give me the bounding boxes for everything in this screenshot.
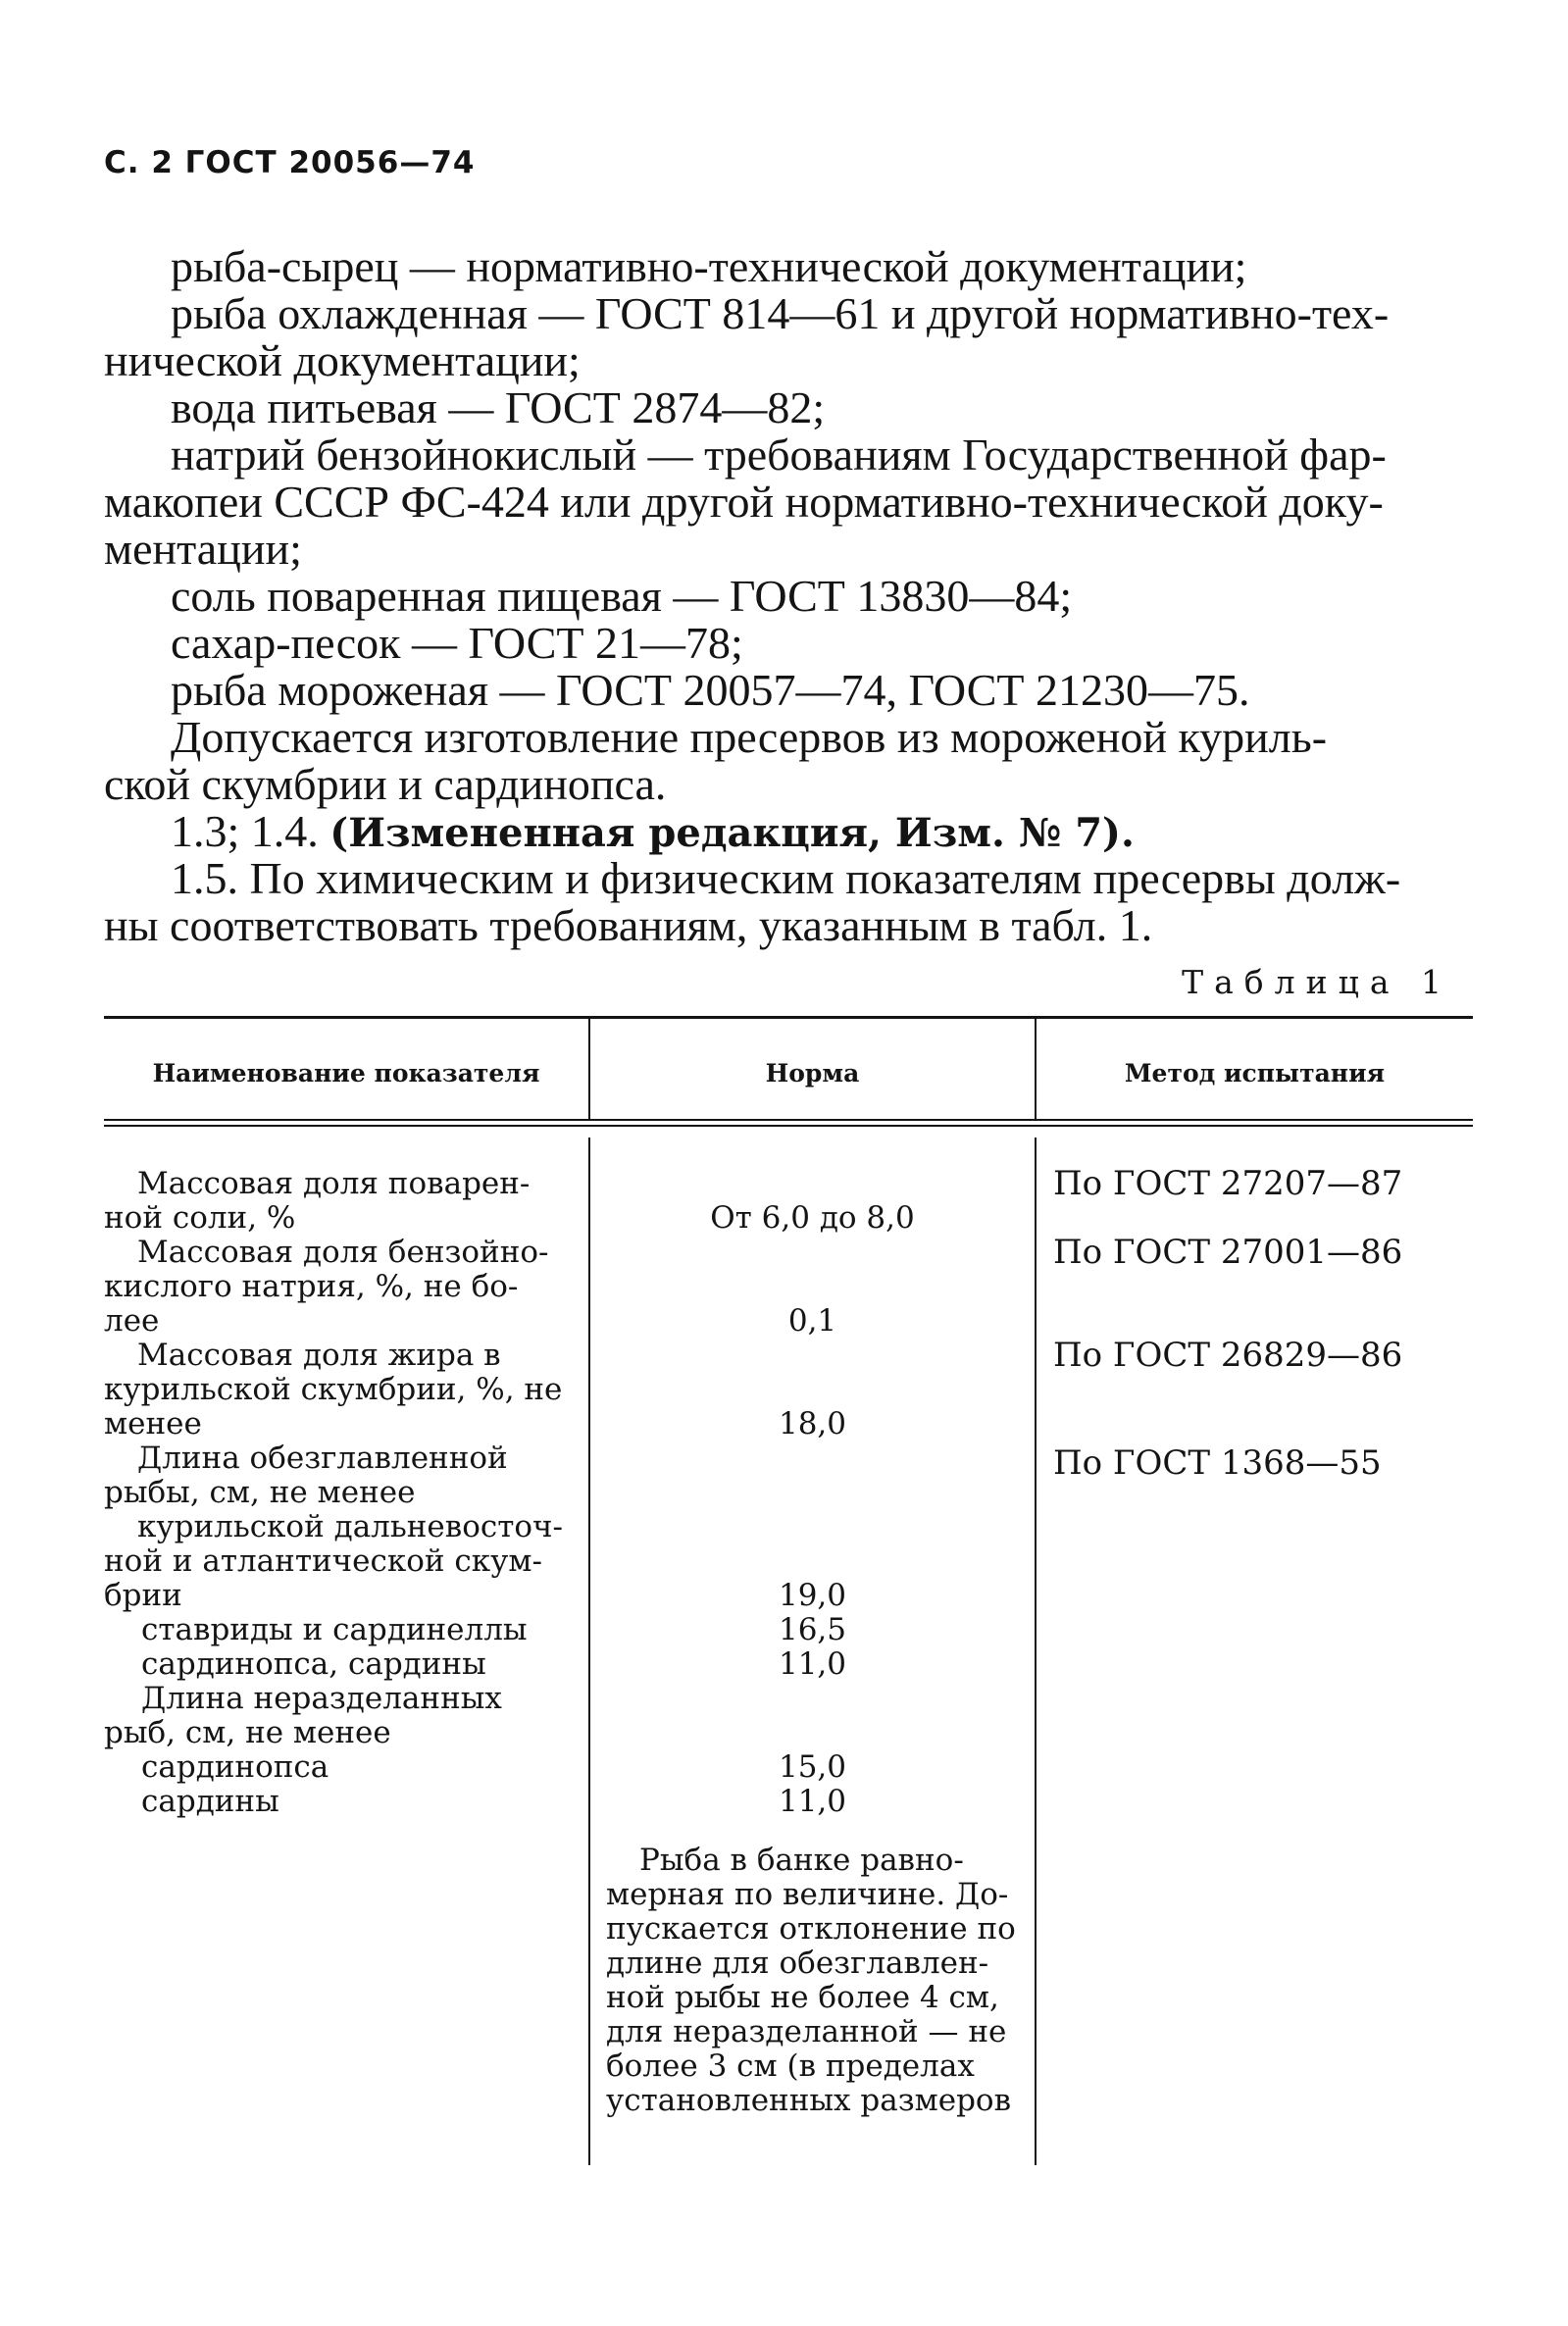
indicator-line: Длина обезглавленной [137, 1441, 508, 1476]
norm-note-line: ной рыбы не более 4 см, [606, 1980, 999, 2015]
table-top-rule [104, 1016, 1473, 1019]
method-value: По ГОСТ 27001—86 [1053, 1233, 1403, 1272]
norm-note-line: установленных размеров [606, 2083, 1012, 2118]
paragraph-line: рыба-сырец — нормативно-технической документации; [171, 241, 1247, 291]
indicator-line: кислого натрия, %, не бо- [104, 1269, 519, 1304]
indicator-line: ной соли, % [104, 1200, 296, 1236]
norm-note-line: для неразделанной — не [606, 2014, 1007, 2049]
indicator-line: Массовая доля поварен- [137, 1166, 531, 1201]
indicator-line: менее [104, 1406, 202, 1441]
indicator-line: сардины [141, 1784, 279, 1819]
indicator-line: рыбы, см, не менее [104, 1475, 416, 1510]
norm-value: 11,0 [778, 1784, 847, 1819]
indicator-line: Массовая доля жира в [137, 1338, 501, 1373]
norm-value: 18,0 [778, 1406, 847, 1441]
indicator-line: брии [104, 1578, 182, 1613]
norm-value: 19,0 [778, 1578, 847, 1613]
indicator-line: ставриды и сардинеллы [141, 1612, 528, 1647]
page-header: С. 2 ГОСТ 20056—74 [104, 145, 476, 180]
paragraph-line: ской скумбрии и сардинопса. [104, 759, 667, 809]
method-value: По ГОСТ 26829—86 [1053, 1336, 1403, 1375]
method-value: По ГОСТ 1368—55 [1053, 1443, 1382, 1483]
paragraph-line: ментации; [104, 524, 302, 574]
norm-note-line: пускается отклонение по [606, 1911, 1016, 1947]
norm-value: От 6,0 до 8,0 [710, 1200, 915, 1236]
norm-note-line: Рыба в банке равно- [639, 1843, 964, 1878]
norm-value: 15,0 [778, 1749, 847, 1785]
paragraph-line: рыба охлажденная — ГОСТ 814—61 и другой нормативно-тех- [171, 288, 1390, 338]
indicator-line: ной и атлантической скум- [104, 1543, 542, 1579]
paragraph-line: рыба мороженая — ГОСТ 20057—74, ГОСТ 21230—75. [171, 665, 1250, 715]
table-header-rule [104, 1119, 1473, 1121]
indicator-line: курильской дальневосточ- [137, 1509, 564, 1544]
indicator-line: Массовая доля бензойно- [137, 1235, 549, 1270]
paragraph-line: вода питьевая — ГОСТ 2874—82; [171, 382, 826, 432]
paragraph-line: Допускается изготовление пресервов из мороженой куриль- [171, 712, 1328, 762]
paragraph-1-5-line1: 1.5. По химическим и физическим показателям пресервы долж- [171, 853, 1401, 903]
table-caption: Таблица 1 [1182, 963, 1452, 1001]
method-value: По ГОСТ 27207—87 [1053, 1164, 1403, 1203]
norm-value: 0,1 [787, 1303, 837, 1339]
col-header-name: Наименование показателя [152, 1059, 540, 1087]
norm-value: 16,5 [778, 1612, 847, 1647]
col-divider [1035, 1138, 1037, 2165]
paragraph-line: соль поваренная пищевая — ГОСТ 13830—84; [171, 571, 1073, 621]
amendment-note [171, 808, 1135, 857]
norm-note-line: длине для обезглавлен- [606, 1946, 989, 1981]
indicator-line: сардинопса, сардины [141, 1646, 486, 1682]
norm-note-line: мерная по величине. До- [606, 1877, 1009, 1912]
table-header-rule-2 [104, 1125, 1473, 1127]
norm-value: 11,0 [778, 1646, 847, 1682]
paragraph-line: нической документации; [104, 335, 581, 385]
amendment-prefix: 1.3; 1.4. [171, 806, 319, 856]
col-header-method: Метод испытания [1124, 1059, 1386, 1087]
indicator-line: рыб, см, не менее [104, 1715, 391, 1750]
paragraph-1-5-line2: ны соответствовать требованиям, указанным в табл. 1. [104, 900, 1153, 950]
indicator-line: лее [104, 1303, 160, 1339]
paragraph-line: макопеи СССР ФС-424 или другой нормативно-технической доку- [104, 477, 1384, 527]
col-header-norm: Норма [765, 1059, 860, 1087]
indicator-line: сардинопса [141, 1749, 329, 1785]
indicator-line: курильской скумбрии, %, не [104, 1372, 563, 1407]
indicator-line: Длина неразделанных [141, 1681, 502, 1716]
paragraph-line: сахар-песок — ГОСТ 21—78; [171, 618, 743, 668]
paragraph-line: натрий бензойнокислый — требованиям Государственной фар- [171, 430, 1387, 480]
amendment-bold: (Измененная редакция, Изм. № 7). [329, 810, 1135, 856]
norm-note-line: более 3 см (в пределах [606, 2048, 975, 2084]
